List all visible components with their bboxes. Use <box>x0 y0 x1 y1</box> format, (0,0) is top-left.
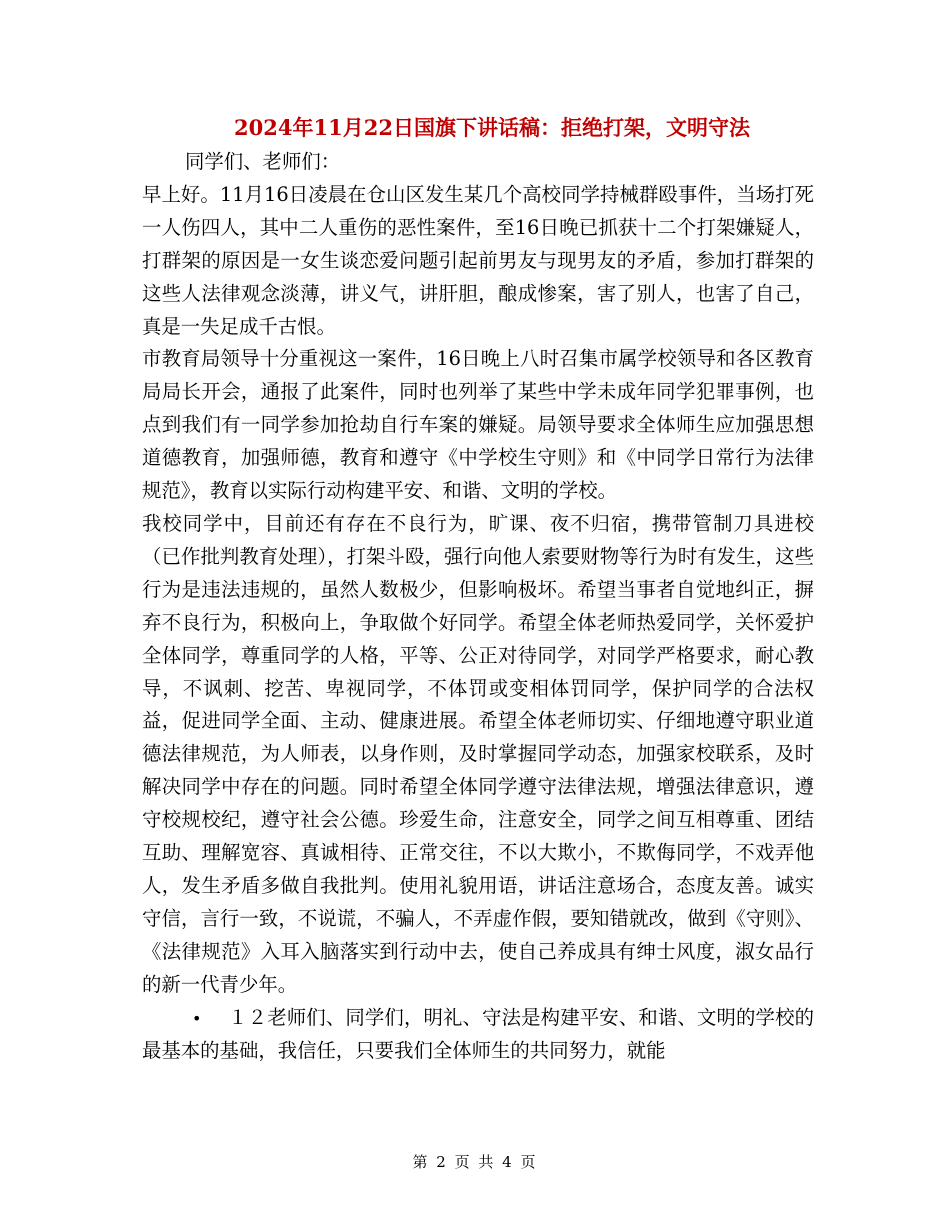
salutation: 同学们、老师们： <box>185 150 341 173</box>
bullet-paragraph <box>142 1002 814 1069</box>
paragraph-3: 我校同学中，目前还有存在不良行为，旷课、夜不归宿，携带管制刀具进校（已作批判教育处理），打架斗殴，强行向他人索要财物等行为时有发生，这些行为是违法违规的，虽然人数极少，但影响极坏。希望当事者自觉地纠正，摒弃不良行为，积极向上，争取做个好同学。希望全体老师热爱同学，关怀爱护全体同学，尊重同学的人格，平等、公正对待同学，对同学严格要求，耐心教导，不讽刺、挖苦、卑视同学，不体罚或变相体罚同学，保护同学的合法权益，促进同学全面、主动、健康进展。希望全体老师切实、仔细地遵守职业道德法律规范，为人师表，以身作则，及时掌握同学动态，加强家校联系，及时解决同学中存在的问题。同时希望全体同学遵守法律法规，增强法律意识，遵守校规校纪，遵守社会公德。珍爱生命，注意安全，同学之间互相尊重、团结互助、理解宽容、真诚相待、正常交往，不以大欺小，不欺侮同学，不戏弄他人，发生矛盾多做自我批判。使用礼貌用语，讲话注意场合，态度友善。诚实守信，言行一致，不说谎，不骗人，不弄虚作假，要知错就改，做到《守则》、《法律规范》入耳入脑落实到行动中去，使自己养成具有绅士风度，淑女品行的新一代青少年。 <box>142 511 814 996</box>
paragraph-2: 市教育局领导十分重视这一案件，16日晚上八时召集市属学校领导和各区教育局局长开会，通报了此案件，同时也列举了某些中学未成年同学犯罪事例，也点到我们有一同学参加抢劫自行车案的嫌疑。局领导要求全体师生应加强思想道德教育，加强师德，教育和遵守《中学校生守则》和《中同学日常行为法律规范》，教育以实际行动构建平安、和谐、文明的学校。 <box>142 347 814 503</box>
document-body <box>142 146 814 1068</box>
page-title: 2024年11月22日国旗下讲话稿：拒绝打架，文明守法 <box>234 115 750 140</box>
bullet-icon: • <box>192 1008 202 1028</box>
bullet-text: 老师们、同学们，明礼、守法是构建平安、和谐、文明的学校的最基本的基础，我信任，只要我们全体师生的共同努力，就能 <box>142 1005 815 1063</box>
page-footer: 第 2 页 共 4 页 <box>412 1153 538 1171</box>
bullet-number: １２ <box>228 1005 268 1029</box>
paragraph-1: 早上好。11月16日凌晨在仓山区发生某几个高校同学持械群殴事件，当场打死一人伤四人，其中二人重伤的恶性案件，至16日晚已抓获十二个打架嫌疑人，打群架的原因是一女生谈恋爱问题引起前男友与现男友的矛盾，参加打群架的这些人法律观念淡薄，讲义气，讲肝胆，酿成惨案，害了别人，也害了自己，真是一失足成千古恨。 <box>142 182 814 338</box>
